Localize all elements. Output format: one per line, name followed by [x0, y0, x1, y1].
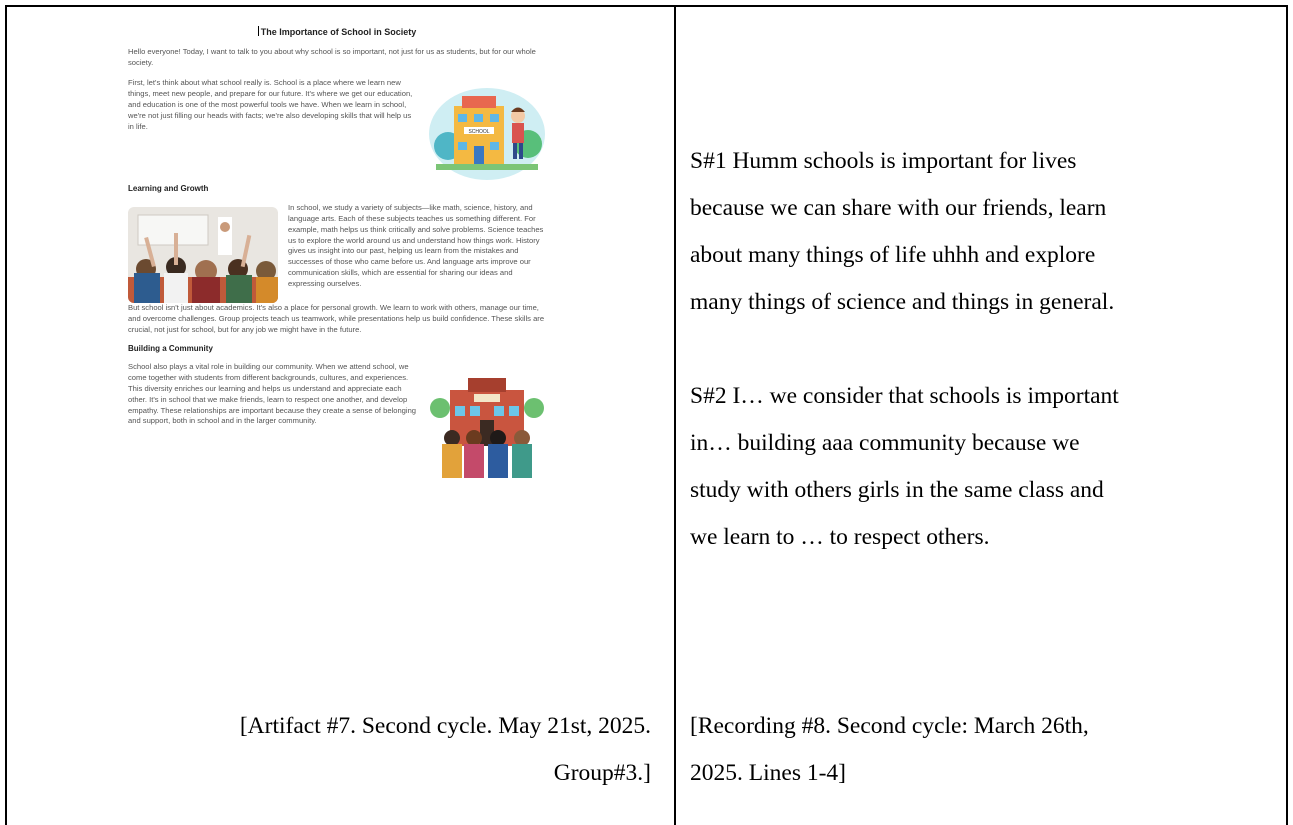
community-illustration [428, 368, 546, 478]
artifact-paragraph-2: In school, we study a variety of subjects—like math, science, history, and language arts. Each of these subjects teaches us something different. For example, math helps us think critically and solve problems. Science teaches us to explore the world around us and understand how things work. History gives us insight into our past, helping us learn from the mistakes and successes of those who came before us. And language arts improve our communication skills, which are essential for sharing our ideas and expressing ourselves. [288, 203, 544, 288]
school-building-illustration [428, 86, 546, 182]
recording-caption: [Recording #8. Second cycle: March 26th, 2025. Lines 1-4] [690, 713, 1089, 786]
artifact-paragraph-3: But school isn't just about academics. It's also a place for personal growth. We learn to work with others, manage our time, and overcome challenges. Group projects teach us teamwork, while presentations help us build confidence. These skills are crucial, not just for school, but for any job we might have in the future. [128, 303, 545, 334]
artifact-image [128, 24, 546, 660]
artifact-section-1 [128, 76, 546, 182]
transcript-line: we learn to … to respect others. [690, 524, 990, 550]
transcript-line: in… building aaa community because we [690, 430, 1080, 456]
transcript-line: because we can share with our friends, learn [690, 195, 1107, 221]
artifact-intro: Hello everyone! Today, I want to talk to you about why school is so important, not just for us as students, but for our whole society. [128, 46, 536, 67]
artifact-caption: [Artifact #7. Second cycle. May 21st, 2025. Group#3.] [239, 713, 651, 786]
school-sign: SCHOOL [468, 129, 490, 136]
artifact-title: The Importance of School in Society [128, 26, 546, 38]
artifact-paragraph-1: First, let's think about what school really is. School is a place where we learn new things, meet new people, and prepare for our future. It's where we get our education, and education is one of the most powerful tools we have. When we learn in school, we're not just filling our heads with facts; we're also developing skills that will help us in life. [128, 78, 413, 131]
transcript-line: study with others girls in the same class and [690, 477, 1104, 503]
artifact-heading-learning: Learning and Growth [128, 184, 209, 194]
transcript-line: S#2 I… we consider that schools is important [690, 383, 1119, 409]
artifact-section-2 [128, 203, 546, 303]
transcript [690, 138, 1275, 561]
column-divider [674, 5, 676, 825]
transcript-line: about many things of life uhhh and explore [690, 242, 1096, 268]
transcript-line: S#1 Humm schools is important for lives [690, 148, 1077, 174]
classroom-photo [128, 207, 278, 303]
artifact-section-3 [128, 362, 546, 478]
artifact-paragraph-4: School also plays a vital role in building our community. When we attend school, we come together with students from different backgrounds, cultures, and experiences. This diversity enriches our learning and helps us understand and appreciate each other. It's in school that we make friends, learn to respect one another, and develop empathy. These relationships are important because they create a sense of belonging and support, both in school and in the larger community. [128, 362, 417, 426]
artifact-heading-community: Building a Community [128, 343, 213, 353]
transcript-line: many things of science and things in general. [690, 289, 1115, 315]
